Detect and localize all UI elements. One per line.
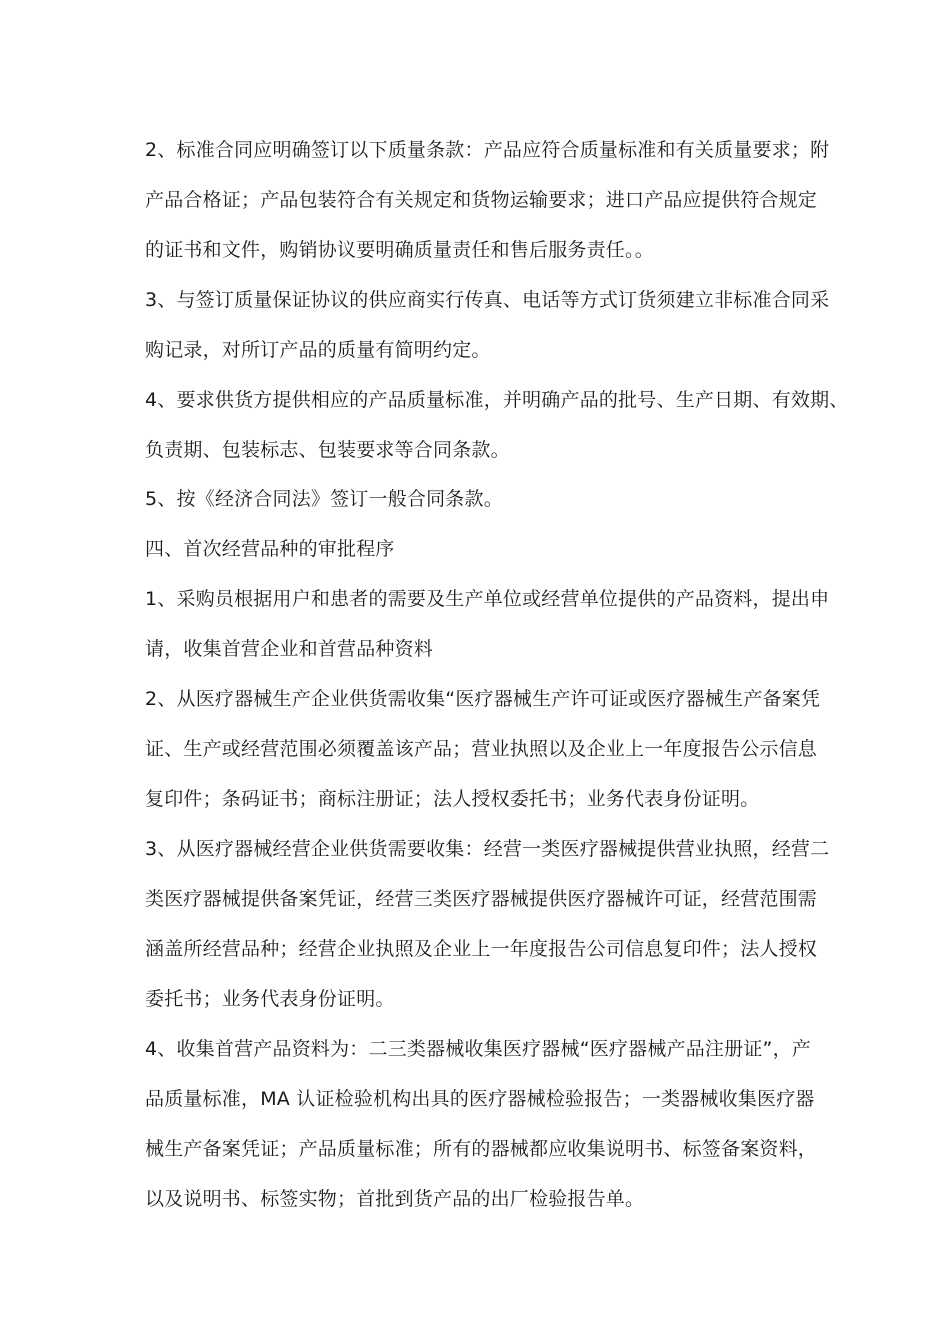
text-line: 以及说明书、标签实物；首批到货产品的出厂检验报告单。 — [145, 1188, 645, 1210]
text-line: 4、收集首营产品资料为：二三类器械收集医疗器械“医疗器械产品注册证”，产 — [145, 1038, 811, 1060]
text-line: 涵盖所经营品种；经营企业执照及企业上一年度报告公司信息复印件；法人授权 — [145, 938, 818, 960]
text-line: 2、从医疗器械生产企业供货需收集“医疗器械生产许可证或医疗器械生产备案凭 — [145, 688, 821, 710]
text-line: 产品合格证；产品包装符合有关规定和货物运输要求；进口产品应提供符合规定 — [145, 189, 818, 211]
text-line: 负责期、包装标志、包装要求等合同条款。 — [145, 439, 510, 461]
text-line: 械生产备案凭证；产品质量标准；所有的器械都应收集说明书、标签备案资料， — [145, 1138, 818, 1160]
text-line: 的证书和文件，购销协议要明确质量责任和售后服务责任。。 — [145, 239, 654, 261]
text-line: 3、从医疗器械经营企业供货需要收集：经营一类医疗器械提供营业执照，经营二 — [145, 838, 830, 860]
text-line: 4、要求供货方提供相应的产品质量标准，并明确产品的批号、生产日期、有效期、 — [145, 389, 849, 411]
text-line: 1、采购员根据用户和患者的需要及生产单位或经营单位提供的产品资料，提出申 — [145, 588, 830, 610]
text-line: 类医疗器械提供备案凭证，经营三类医疗器械提供医疗器械许可证，经营范围需 — [145, 888, 818, 910]
text-line: 2、标准合同应明确签订以下质量条款：产品应符合质量标准和有关质量要求；附 — [145, 139, 830, 161]
text-line: 购记录，对所订产品的质量有简明约定。 — [145, 339, 491, 361]
text-line: 5、按《经济合同法》签订一般合同条款。 — [145, 488, 503, 510]
text-line: 证、生产或经营范围必须覆盖该产品；营业执照以及企业上一年度报告公示信息 — [145, 738, 818, 760]
text-line: 品质量标准，MA 认证检验机构出具的医疗器械检验报告；一类器械收集医疗器 — [145, 1088, 815, 1110]
text-line: 委托书；业务代表身份证明。 — [145, 988, 395, 1010]
text-line: 请，收集首营企业和首营品种资料 — [145, 638, 434, 660]
text-line: 3、与签订质量保证协议的供应商实行传真、电话等方式订货须建立非标准合同采 — [145, 289, 830, 311]
text-line: 复印件；条码证书；商标注册证；法人授权委托书；业务代表身份证明。 — [145, 788, 760, 810]
section-heading: 四、首次经营品种的审批程序 — [145, 538, 395, 560]
